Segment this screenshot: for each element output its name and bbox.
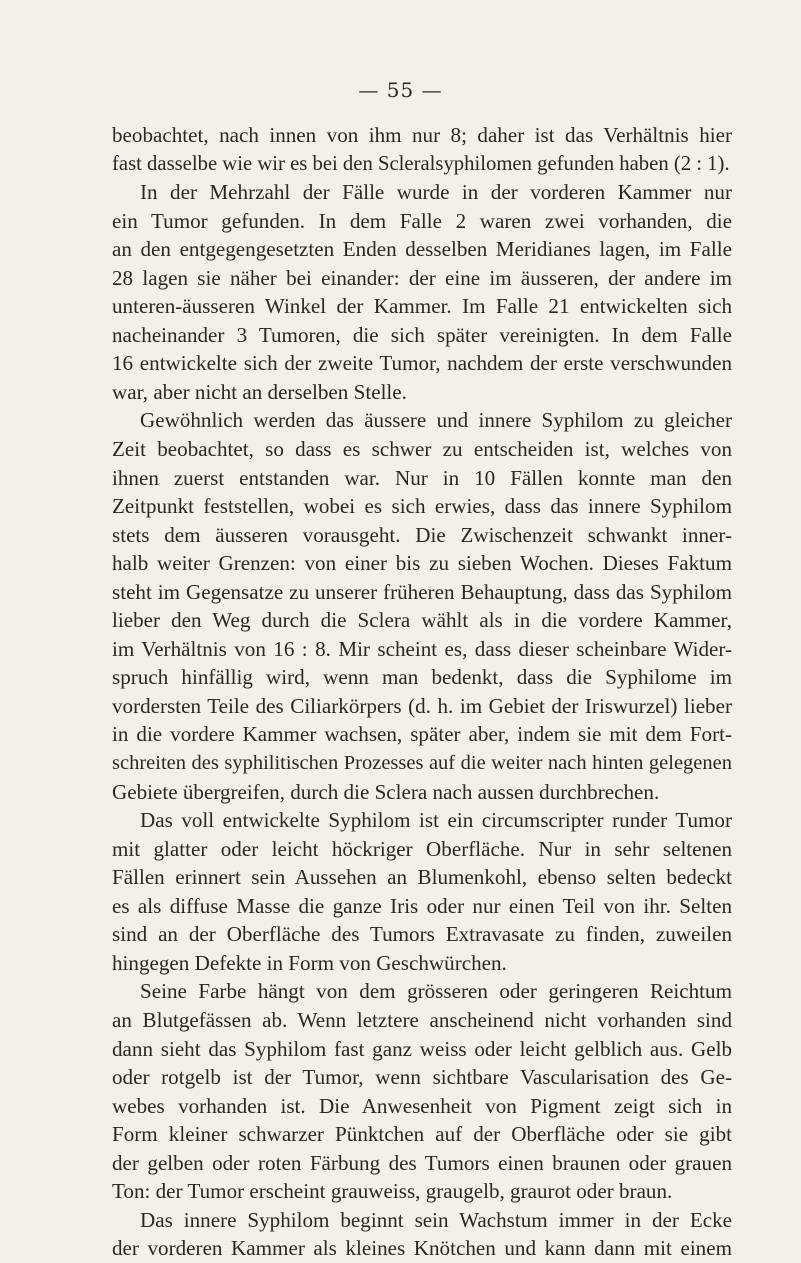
- text-line: sind an der Oberfläche des Tumors Extravasate zu finden, zuweilen: [112, 922, 732, 947]
- text-line: Gebiete übergreifen, durch die Sclera nach aussen durchbrechen.: [112, 779, 660, 804]
- text-line: dann sieht das Syphilom fast ganz weiss oder leicht gelblich aus. Gelb: [112, 1036, 732, 1061]
- text-line: mit glatter oder leicht höckriger Oberfläche. Nur in sehr seltenen: [112, 836, 732, 861]
- text-line: lieber den Weg durch die Sclera wählt als in die vordere Kammer,: [112, 608, 732, 633]
- text-line: ein Tumor gefunden. In dem Falle 2 waren zwei vorhanden, die: [112, 208, 732, 233]
- text-line: unteren-äusseren Winkel der Kammer. Im Falle 21 entwickelten sich: [112, 294, 732, 319]
- text-line: 16 entwickelte sich der zweite Tumor, nachdem der erste verschwunden: [112, 351, 732, 376]
- text-line: spruch hinfällig wird, wenn man bedenkt, dass die Syphilome im: [112, 665, 732, 690]
- text-line: webes vorhanden ist. Die Anwesenheit von Pigment zeigt sich in: [112, 1093, 732, 1118]
- text-line: im Verhältnis von 16 : 8. Mir scheint es, dass dieser scheinbare Wider-: [112, 636, 732, 661]
- text-line: Fällen erinnert sein Aussehen an Blumenkohl, ebenso selten bedeckt: [112, 865, 732, 890]
- text-line: Seine Farbe hängt von dem grösseren oder geringeren Reichtum: [140, 979, 732, 1004]
- text-line: hingegen Defekte in Form von Geschwürchen.: [112, 950, 507, 975]
- text-line: Form kleiner schwarzer Pünktchen auf der Oberfläche oder sie gibt: [112, 1122, 732, 1147]
- body-text: [112, 121, 732, 1263]
- text-line: nacheinander 3 Tumoren, die sich später vereinigten. In dem Falle: [112, 322, 732, 347]
- text-line: stets dem äusseren vorausgeht. Die Zwischenzeit schwankt inner-: [112, 522, 732, 547]
- text-line: an Blutgefässen ab. Wenn letztere anscheinend nicht vorhanden sind: [112, 1007, 732, 1032]
- text-line: in die vordere Kammer wachsen, später aber, indem sie mit dem Fort-: [112, 722, 732, 747]
- text-line: fast dasselbe wie wir es bei den Scleralsyphilomen gefunden haben (2 : 1).: [112, 152, 730, 175]
- text-line: Das voll entwickelte Syphilom ist ein circumscripter runder Tumor: [140, 808, 732, 833]
- text-line: halb weiter Grenzen: von einer bis zu sieben Wochen. Dieses Faktum: [112, 551, 732, 576]
- text-line: der gelben oder roten Färbung des Tumors einen braunen oder grauen: [112, 1150, 732, 1175]
- text-line: steht im Gegensatze zu unserer früheren Behauptung, dass das Syphilom: [112, 579, 732, 604]
- text-line: 28 lagen sie näher bei einander: der eine im äusseren, der andere im: [112, 265, 732, 290]
- text-line: schreiten des syphilitischen Prozesses auf die weiter nach hinten gelegenen: [112, 752, 732, 775]
- text-line: an den entgegengesetzten Enden desselben Meridianes lagen, im Falle: [112, 237, 732, 262]
- text-line: Zeitpunkt feststellen, wobei es sich erwies, dass das innere Syphilom: [112, 494, 732, 519]
- text-line: Zeit beobachtet, so dass es schwer zu entscheiden ist, welches von: [112, 437, 732, 462]
- text-line: Ton: der Tumor erscheint grauweiss, graugelb, graurot oder braun.: [112, 1179, 673, 1204]
- text-line: es als diffuse Masse die ganze Iris oder nur einen Teil von ihr. Selten: [112, 893, 732, 918]
- text-line: beobachtet, nach innen von ihm nur 8; daher ist das Verhältnis hier: [112, 123, 732, 147]
- text-line: oder rotgelb ist der Tumor, wenn sichtbare Vascularisation des Ge-: [112, 1065, 732, 1090]
- text-line: der vorderen Kammer als kleines Knötchen und kann dann mit einem: [112, 1236, 732, 1261]
- text-line: Das innere Syphilom beginnt sein Wachstum immer in der Ecke: [140, 1207, 732, 1232]
- text-line: ihnen zuerst entstanden war. Nur in 10 Fällen konnte man den: [112, 465, 732, 490]
- text-line: In der Mehrzahl der Fälle wurde in der vorderen Kammer nur: [140, 180, 732, 205]
- page-number: — 55 —: [358, 78, 443, 102]
- text-line: war, aber nicht an derselben Stelle.: [112, 379, 407, 404]
- text-line: vordersten Teile des Ciliarkörpers (d. h. im Gebiet der Iriswurzel) lieber: [112, 693, 732, 718]
- text-line: Gewöhnlich werden das äussere und innere Syphilom zu gleicher: [140, 408, 732, 433]
